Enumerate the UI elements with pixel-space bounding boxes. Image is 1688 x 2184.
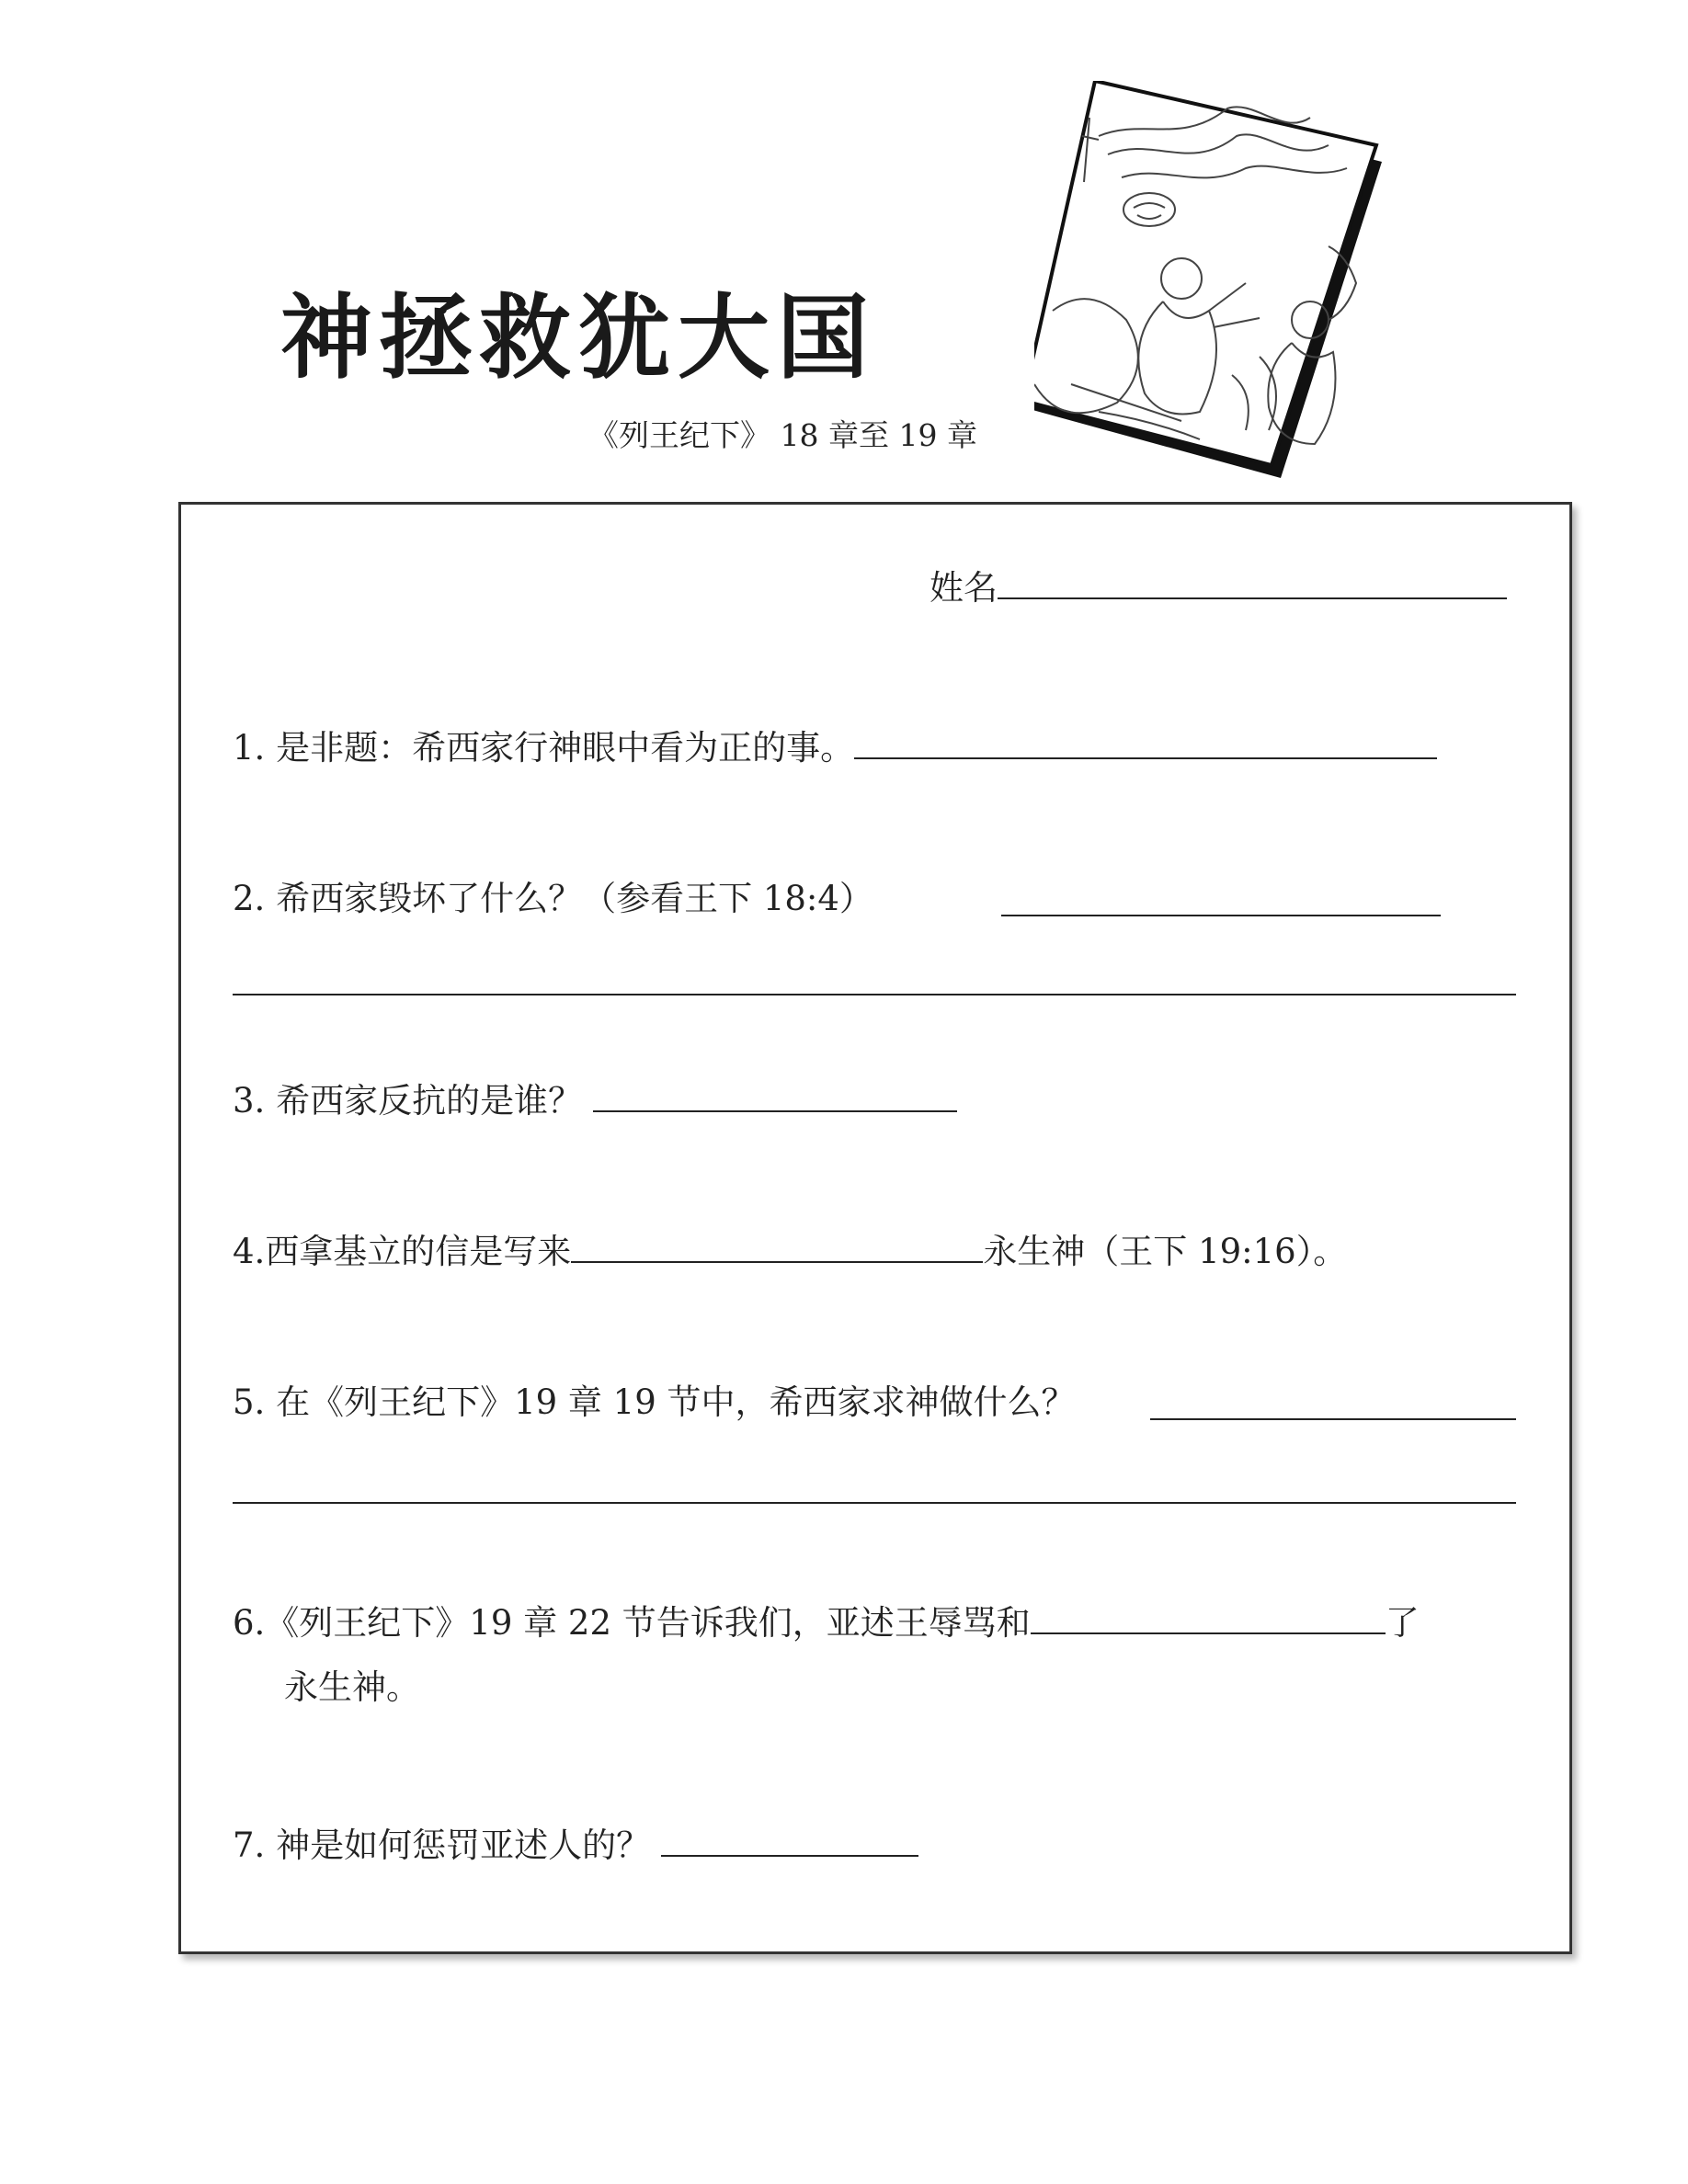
- question-4: [233, 1232, 1348, 1271]
- question-3-answer[interactable]: [593, 1109, 957, 1112]
- question-3: [233, 1081, 957, 1120]
- question-4-answer[interactable]: [571, 1260, 983, 1263]
- question-5-answer[interactable]: [1150, 1418, 1516, 1420]
- question-2-answer-line-2[interactable]: [233, 994, 1516, 995]
- question-1-text: 是非题：希西家行神眼中看为正的事。: [276, 728, 855, 768]
- name-label: 姓名: [930, 568, 998, 608]
- worksheet-title: 神拯救犹大国: [280, 284, 876, 392]
- question-5-text: 在《列王纪下》19 章 19 节中，希西家求神做什么？: [276, 1382, 1076, 1422]
- question-5: [233, 1382, 1076, 1422]
- question-6-number: 6.: [233, 1603, 266, 1643]
- question-7-number: 7.: [233, 1826, 266, 1865]
- question-2: [233, 879, 873, 918]
- question-4-text-before: 西拿基立的信是写来: [265, 1232, 572, 1271]
- question-5-number: 5.: [233, 1382, 266, 1422]
- question-1: [233, 728, 1437, 768]
- question-4-number: 4.: [233, 1232, 266, 1271]
- question-2-number: 2.: [233, 879, 266, 918]
- question-6-text-after: 了: [1385, 1603, 1420, 1643]
- question-5-answer-line-2[interactable]: [233, 1502, 1516, 1504]
- question-1-number: 1.: [233, 728, 266, 768]
- question-4-text-after: 永生神（王下 19:16）。: [983, 1232, 1348, 1271]
- question-1-answer[interactable]: [854, 756, 1437, 759]
- question-3-number: 3.: [233, 1081, 266, 1120]
- question-6-text-before: 《列王纪下》19 章 22 节告诉我们，亚述王辱骂和: [265, 1603, 1031, 1643]
- name-field[interactable]: [998, 597, 1507, 599]
- illustration-icon: [1034, 81, 1384, 485]
- question-2-text: 希西家毁坏了什么？（参看王下 18:4）: [276, 879, 873, 918]
- question-7-answer[interactable]: [661, 1854, 918, 1857]
- question-6-continuation: 永生神。: [284, 1667, 420, 1707]
- question-7: [233, 1826, 918, 1865]
- question-3-text: 希西家反抗的是谁？: [276, 1081, 583, 1120]
- question-7-text: 神是如何惩罚亚述人的？: [276, 1826, 651, 1865]
- worksheet-box: [178, 502, 1572, 1954]
- scripture-reference: 《列王纪下》 18 章至 19 章: [588, 417, 977, 453]
- question-6: [233, 1603, 1420, 1643]
- question-2-answer[interactable]: [1001, 915, 1441, 916]
- question-6-answer[interactable]: [1031, 1632, 1386, 1634]
- name-row: [930, 568, 1507, 608]
